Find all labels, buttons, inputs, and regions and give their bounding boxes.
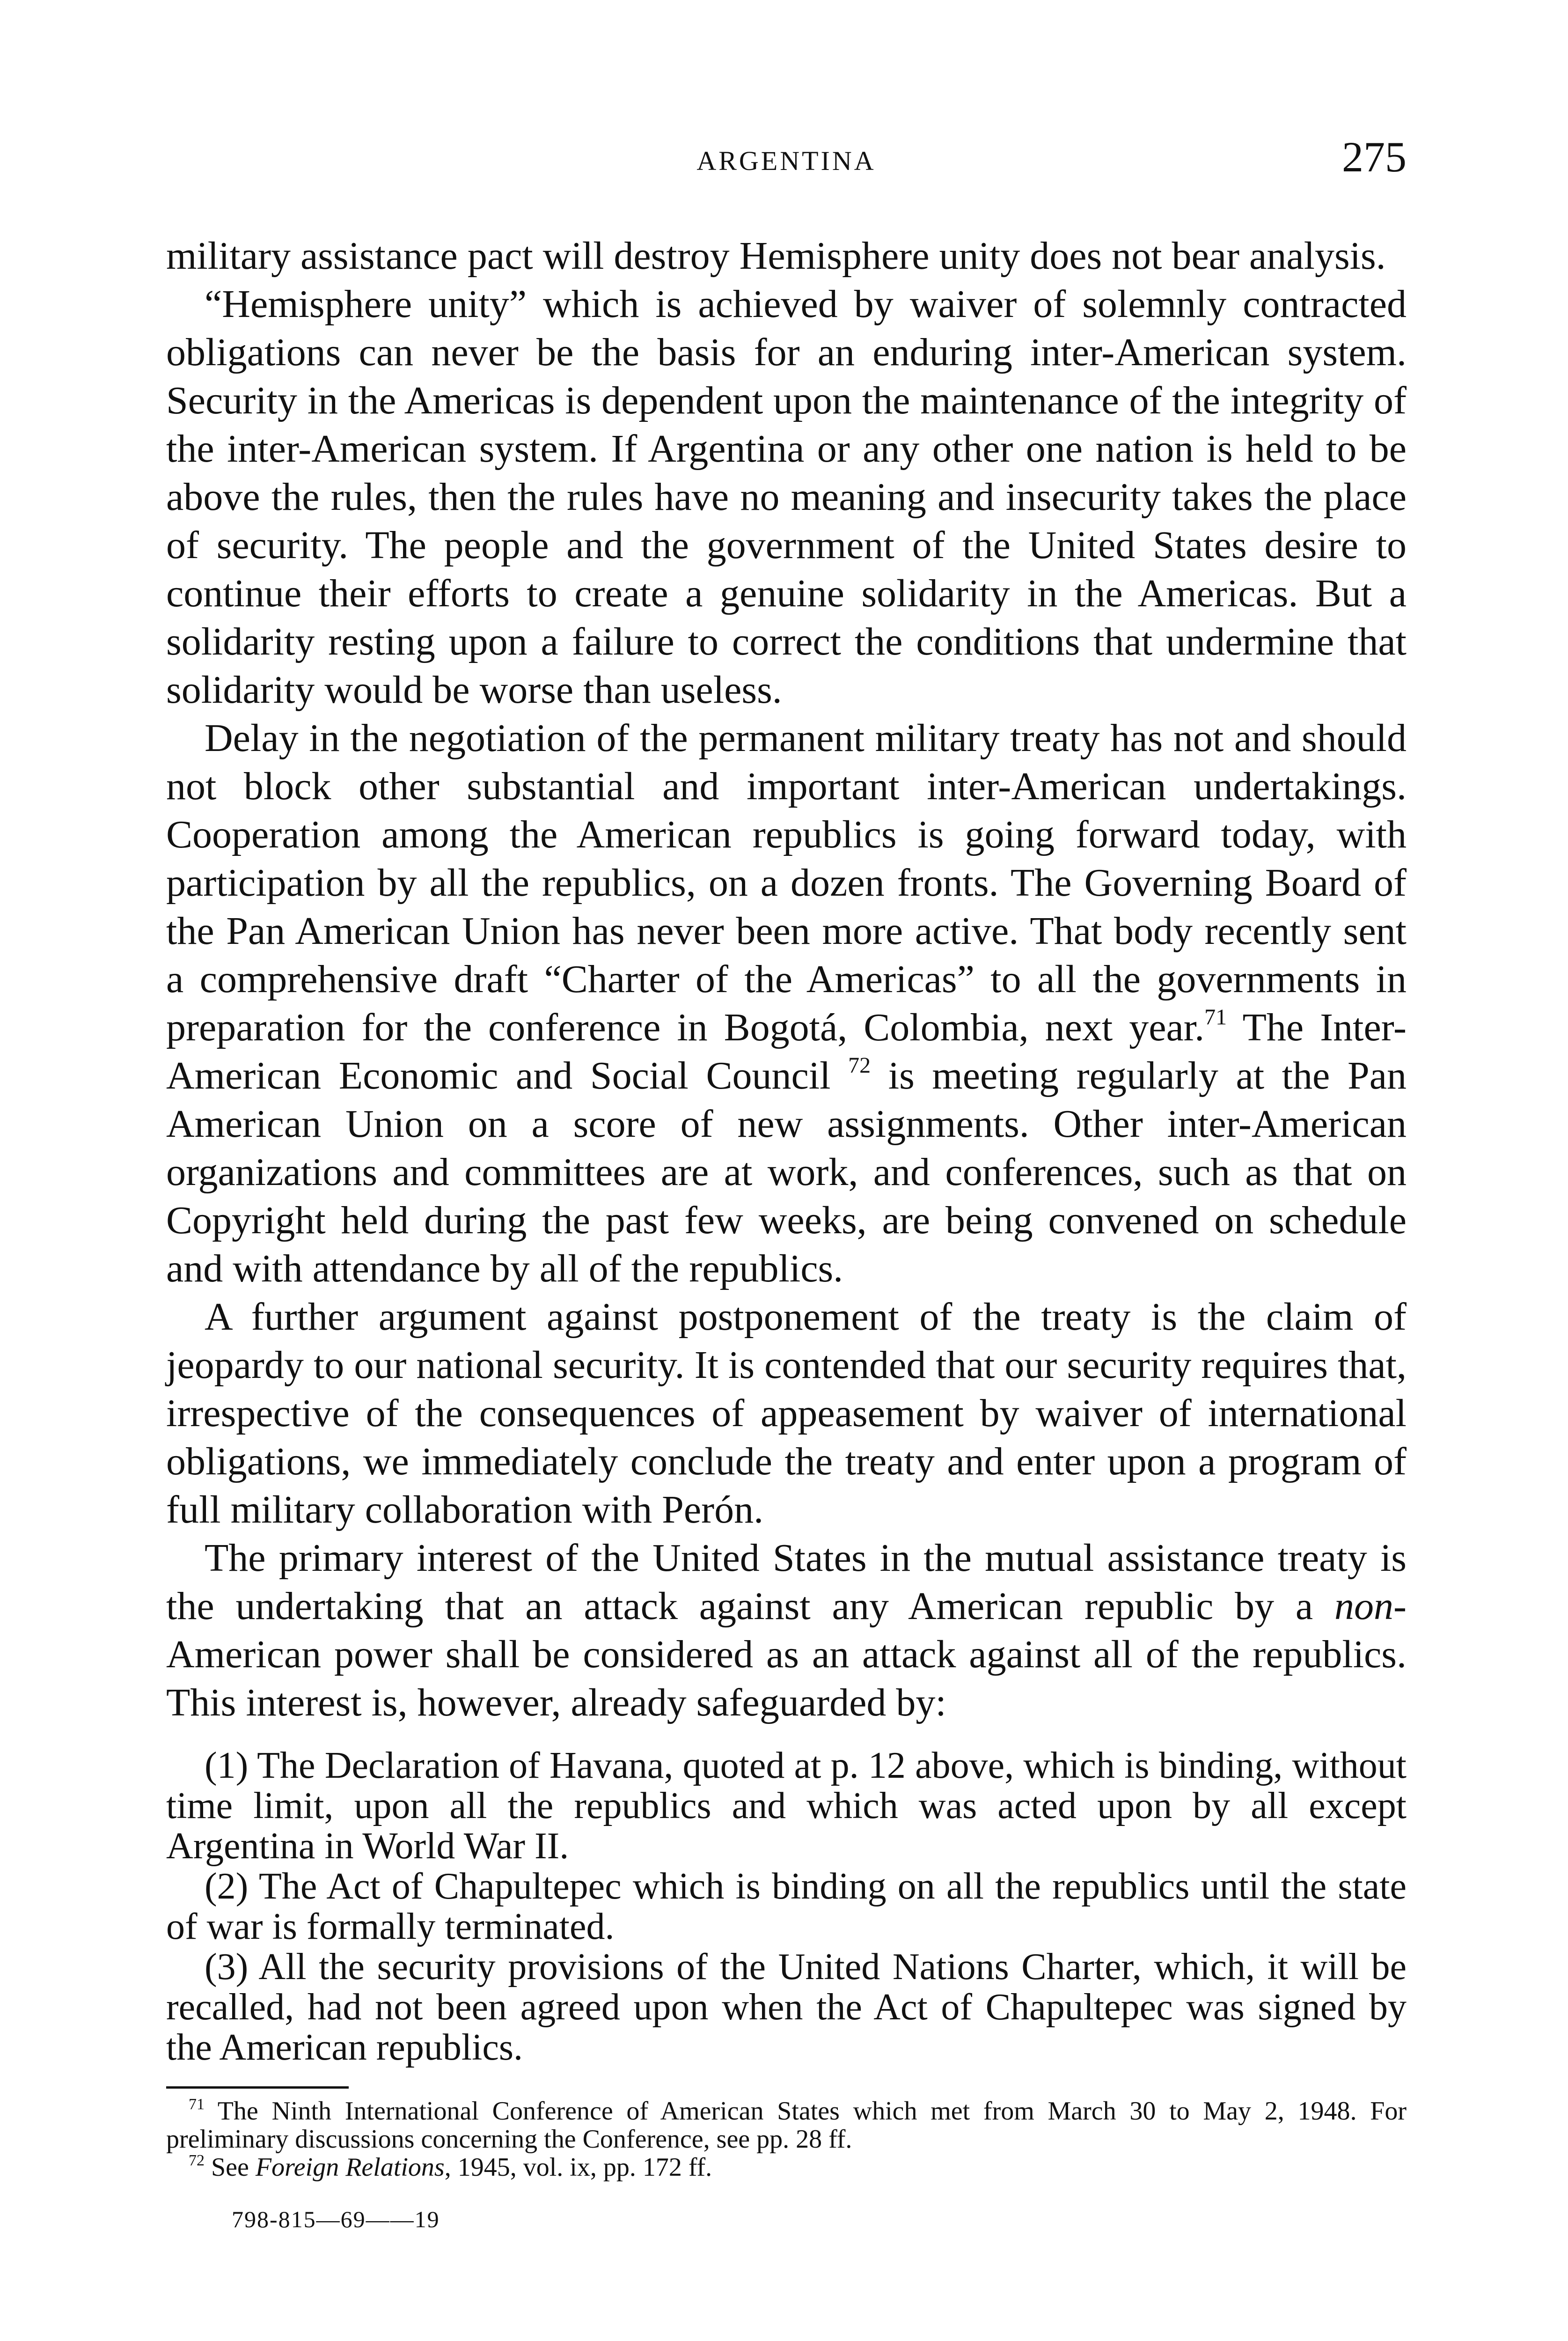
footnote-71 xyxy=(166,2097,1407,2153)
footnote-71-text: The Ninth International Conference of American States which met from March 30 to May 2, 1948. For preliminary discussions concerning the Conference, see pp. 28 ff. xyxy=(166,2097,1407,2154)
list-item: (3) All the security provisions of the United Nations Charter, which, it will be recalled, had not been agreed upon when the Act of Chapultepec was signed by the American republics. xyxy=(166,1946,1407,2068)
paragraph-3-text-c: is meeting regularly at the Pan American Union on a score of new assignments. Other inter-American organizations and committees are at work, and conferences, such as that on Copyright held during the past few weeks, are being convened on schedule and with attendance by all of the republics. xyxy=(166,1054,1407,1290)
body-text xyxy=(166,232,1407,2244)
paragraph-3-text-b: The Inter-American Economic and Social Council xyxy=(166,1006,1407,1097)
list-item: (1) The Declaration of Havana, quoted at p. 12 above, which is binding, without time limit, upon all the republics and which was acted upon by all except Argentina in World War II. xyxy=(166,1745,1407,1867)
paragraph-5-italic: non xyxy=(1334,1584,1394,1628)
paragraph-5-text-a: The primary interest of the United States in the mutual assistance treaty is the undertaking that an attack against any American republic by a xyxy=(166,1536,1407,1628)
paragraph-5-text-b: -American power shall be considered as an attack against all of the republics. This interest is, however, already safeguarded by: xyxy=(166,1584,1407,1724)
footnote-71-mark: 71 xyxy=(189,2096,205,2113)
paragraph-5 xyxy=(166,1534,1407,1727)
paragraph-4: A further argument against postponement of the treaty is the claim of jeopardy to our national security. It is contended that our security requires that, irrespective of the consequences of appeasement by waiver of international obligations, we immediately conclude the treaty and enter upon a program of full military collaboration with Perón. xyxy=(166,1295,1407,1531)
safeguards-list xyxy=(166,1745,1407,2068)
running-title: ARGENTINA xyxy=(696,146,876,176)
footnote-divider xyxy=(166,2086,349,2089)
print-code: 798-815—69——19 xyxy=(232,2206,440,2232)
paragraph-2: “Hemisphere unity” which is achieved by waiver of solemnly contracted obligations can never be the basis for an enduring inter-American system. Security in the Americas is dependent upon the maintenance of the integrity of the inter-American system. If Argentina or any other one nation is held to be above the rules, then the rules have no meaning and insecurity takes the place of security. The people and the government of the United States desire to continue their efforts to create a genuine solidarity in the Americas. But a solidarity resting upon a failure to correct the conditions that undermine that solidarity would be worse than useless. xyxy=(166,282,1407,712)
footnote-72-italic: Foreign Relations xyxy=(255,2153,445,2182)
paragraph-3 xyxy=(166,714,1407,1293)
footnote-72 xyxy=(166,2153,1407,2181)
paragraph-3-text-a: Delay in the negotiation of the permanent military treaty has not and should not block other substantial and important inter-American undertakings. Cooperation among the American republics is going forward today, with participation by all the republics, on a dozen fronts. The Governing Board of the Pan American Union has never been more active. That body recently sent a comprehensive draft “Charter of the Americas” to all the governments in preparation for the conference in Bogotá, Colombia, next year. xyxy=(166,716,1407,1049)
footnote-72-post: , 1945, vol. ix, pp. 172 ff. xyxy=(444,2153,712,2182)
footnote-ref-72: 72 xyxy=(848,1053,871,1078)
page-header xyxy=(166,133,1407,197)
list-item: (2) The Act of Chapultepec which is binding on all the republics until the state of war is formally terminated. xyxy=(166,1866,1407,1947)
page-number: 275 xyxy=(1342,133,1407,181)
footnote-72-mark: 72 xyxy=(189,2152,205,2169)
paragraph-1: military assistance pact will destroy Hemisphere unity does not bear analysis. xyxy=(166,234,1386,278)
footnote-72-pre: See xyxy=(211,2153,256,2182)
footnote-ref-71: 71 xyxy=(1204,1005,1227,1030)
footnotes xyxy=(166,2097,1407,2181)
